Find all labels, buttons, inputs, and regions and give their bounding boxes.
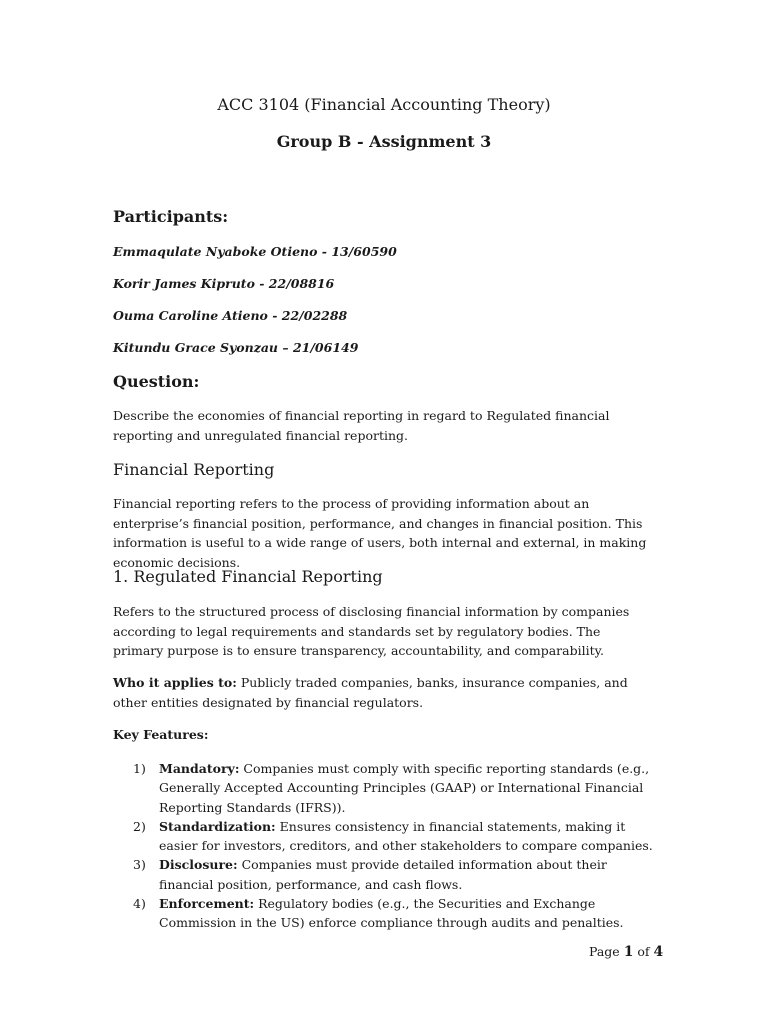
applies-to-label: Who it applies to: [113, 675, 237, 690]
participant-item: Korir James Kipruto - 22/08816 [113, 276, 335, 291]
feature-text: Companies must provide detailed information about their financial position, performance, and cash flows. [159, 857, 607, 892]
regulated-reporting-heading: 1. Regulated Financial Reporting [113, 567, 383, 586]
feature-item [113, 817, 653, 856]
financial-reporting-text: Financial reporting refers to the process of providing information about an enterprise’s financial position, performance, and changes in financial position. This information is useful to a wide range of users, both internal and external, in making economic decisions. [113, 496, 647, 570]
document-subtitle: Group B - Assignment 3 [276, 132, 492, 151]
participants-heading: Participants: [113, 207, 229, 226]
page-current: 1 [623, 944, 634, 960]
applies-to-text: Publicly traded companies, banks, insurance companies, and other entities designated by financial regulators. [113, 675, 628, 710]
page-total: 4 [653, 944, 664, 960]
question-text: Describe the economies of financial reporting in regard to Regulated financial reporting and unregulated financial reporting. [113, 408, 610, 443]
feature-item [113, 894, 653, 933]
document-title: ACC 3104 (Financial Accounting Theory) [217, 95, 551, 114]
feature-label: Mandatory: [159, 761, 240, 776]
regulated-reporting-text: Refers to the structured process of disclosing financial information by companies according to legal requirements and standards set by regulatory bodies. The primary purpose is to ensure transparency, accountability, and comparability. [113, 604, 630, 658]
feature-label: Disclosure: [159, 857, 238, 873]
page-label: Page [589, 944, 624, 959]
feature-number: 1) [133, 761, 146, 776]
feature-text: Regulatory bodies (e.g., the Securities and Exchange Commission in the US) enforce compliance through audits and penalties. [159, 896, 624, 931]
key-features-list [113, 759, 653, 933]
key-features-heading: Key Features: [113, 727, 209, 742]
question-heading: Question: [113, 372, 200, 391]
feature-text: Ensures consistency in financial statements, making it easier for investors, creditors, and other stakeholders to compare companies. [159, 818, 653, 854]
feature-number: 4) [133, 896, 146, 912]
feature-label: Enforcement: [159, 896, 255, 912]
feature-number: 2) [133, 818, 146, 834]
of-label: of [633, 944, 654, 959]
feature-label: Standardization: [159, 818, 276, 834]
financial-reporting-heading: Financial Reporting [113, 460, 275, 479]
applies-to-paragraph [113, 673, 653, 712]
feature-item [113, 759, 653, 817]
participant-item: Emmaqulate Nyaboke Otieno - 13/60590 [113, 244, 397, 259]
participant-item: Kitundu Grace Syonzau – 21/06149 [113, 340, 359, 355]
feature-number: 3) [133, 857, 146, 873]
feature-item [113, 855, 653, 894]
feature-text: Companies must comply with specific reporting standards (e.g., Generally Accepted Accounting Principles (GAAP) or International Financial Reporting Standards (IFRS)). [159, 761, 650, 815]
page-number-footer [589, 944, 663, 960]
participant-item: Ouma Caroline Atieno - 22/02288 [113, 308, 348, 323]
